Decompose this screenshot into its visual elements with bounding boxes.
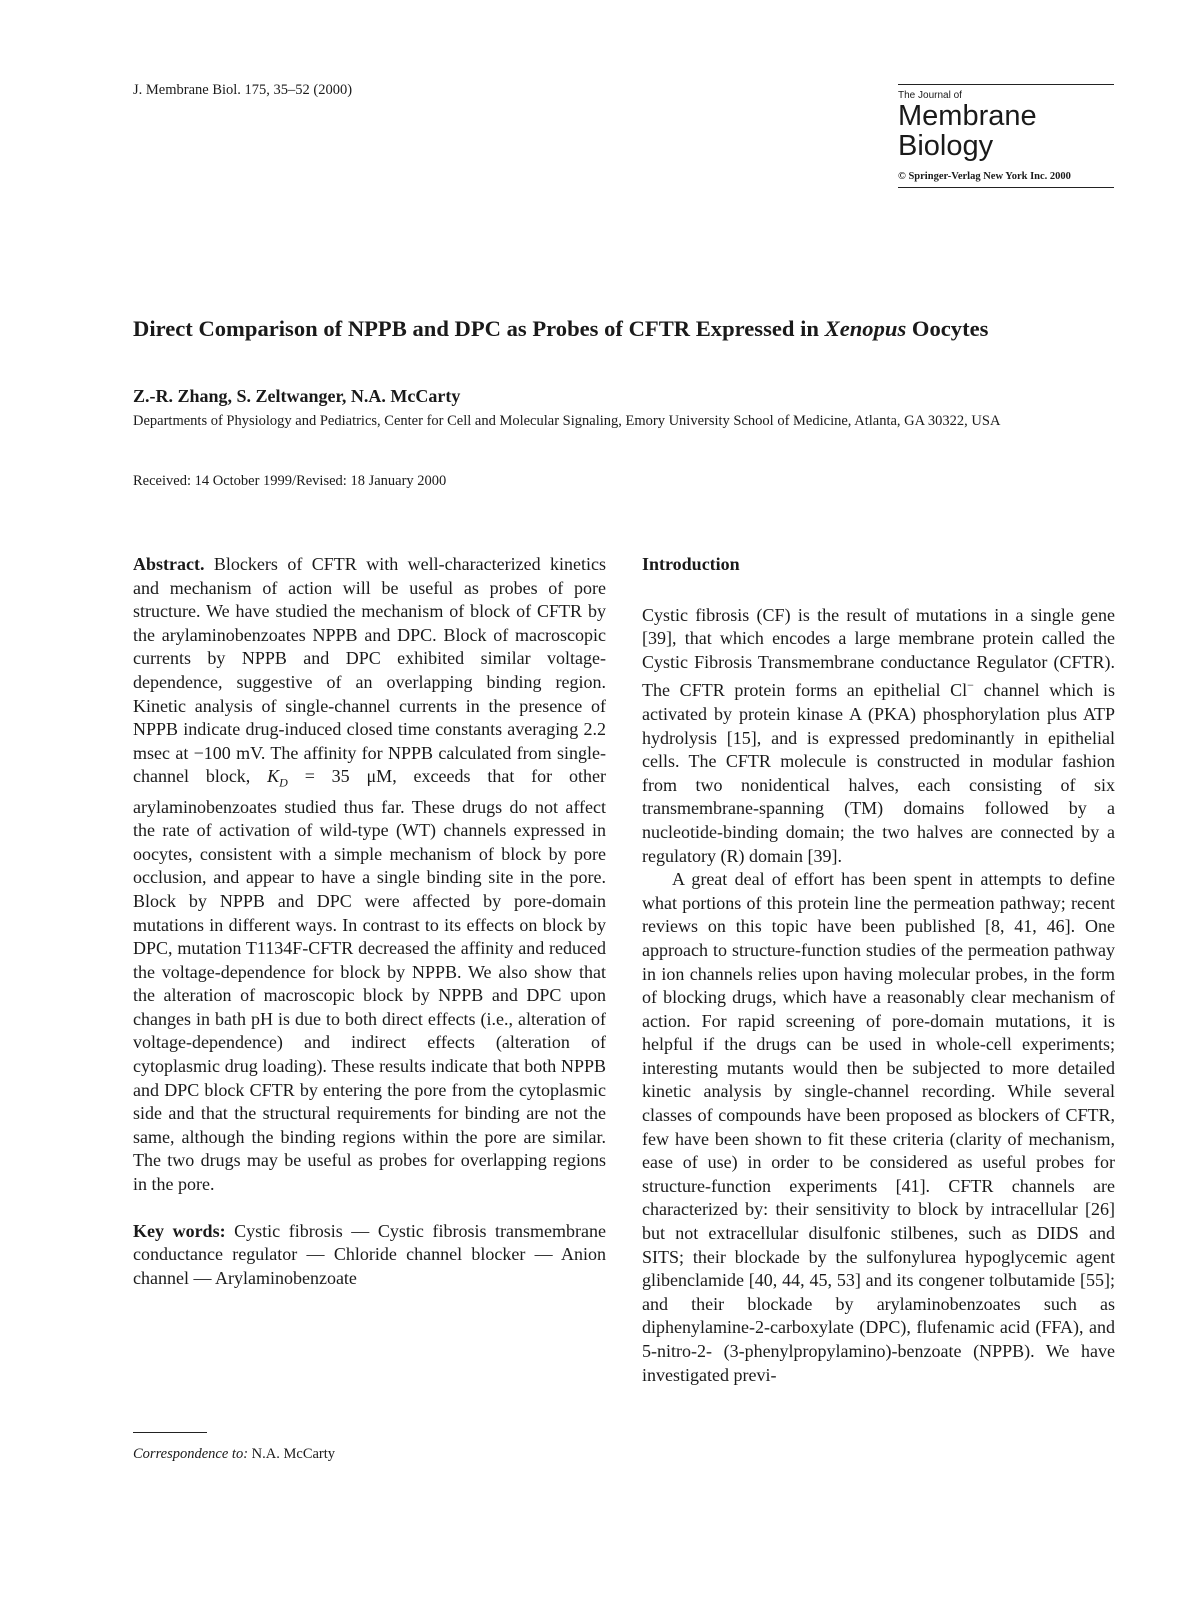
abstract-text-part2: , exceeds that for other arylaminobenzoates studied thus far. These drugs do not affect the rate of activation of wild-type (WT) channels expressed in oocytes, consistent with a simple mechanism of block by pore occlusion, and appear to have a single binding site in the pore. Block by NPPB and DPC were affected by pore-domain mutations in different ways. In contrast to its effects on block by DPC, mutation T1134F-CFTR decreased the affinity and reduced the voltage-dependence for block by NPPB. We also show that the alteration of macroscopic block by NPPB and DPC upon changes in bath pH is due to both direct effects (i.e., alteration of voltage-dependence) and indirect effects (alteration of cytoplasmic drug loading). These results indicate that both NPPB and DPC block CFTR by entering the pore from the cytoplasmic side and that the structural requirements for binding are not the same, although the binding regions within the pore are similar. The two drugs may be useful as probes for overlapping regions in the pore. xyxy=(133,766,606,1195)
title-text-after: Oocytes xyxy=(906,316,989,341)
correspondence-footnote xyxy=(133,1446,335,1463)
logo-copyright: © Springer-Verlag New York Inc. 2000 xyxy=(898,171,1071,182)
abstract-text-part1: Blockers of CFTR with well-characterized kinetics and mechanism of action will be useful as probes of pore structure. We have studied the mechanism of block of CFTR by the arylaminobenzoates NPPB and DPC. Block of macroscopic currents by NPPB and DPC exhibited similar voltage-dependence, suggestive of an overlapping binding region. Kinetic analysis of single-channel currents in the presence of NPPB indicate drug-induced closed time constants averaging 2.2 msec at −100 mV. The affinity for NPPB calculated from single-channel block, xyxy=(133,554,606,787)
author-list: Z.-R. Zhang, S. Zeltwanger, N.A. McCarty xyxy=(133,386,461,406)
paper-title xyxy=(133,316,1113,342)
logo-bottom-rule xyxy=(898,187,1114,188)
intro-paragraph-2: A great deal of effort has been spent in attempts to define what portions of this protein line the permeation pathway; recent reviews on this topic have been published [8, 41, 46]. One approach to structure-function studies of the permeation pathway in ion channels relies upon having molecular probes, in the form of blocking drugs, which have a reasonably clear mechanism of action. For rapid screening of pore-domain mutations, it is helpful if the drugs can be used in whole-cell experiments; interesting mutants would then be subjected to more detailed kinetic analysis by single-channel recording. While several classes of compounds have been proposed as blockers of CFTR, few have been shown to fit these criteria (clarity of mechanism, ease of use) in order to be considered as useful probes for structure-function experiments [41]. CFTR channels are characterized by: their sensitivity to block by intracellular [26] but not extracellular disulfonic stilbenes, such as DIDS and SITS; their blockade by the sulfonylurea hypoglycemic agent glibenclamide [40, 44, 45, 53] and its congener tolbutamide [55]; and their blockade by arylaminobenzoates such as diphenylamine-2-carboxylate (DPC), flufenamic acid (FFA), and 5-nitro-2- (3-phenylpropylamino)-benzoate (NPPB). We have investigated previ- xyxy=(642,869,1115,1385)
logo-title-line2: Biology xyxy=(898,130,994,162)
affiliation: Departments of Physiology and Pediatrics, Center for Cell and Molecular Signaling, Emory University School of Medicine, Atlanta, GA 30322, USA xyxy=(133,413,1001,429)
title-text-italic: Xenopus xyxy=(824,316,907,341)
logo-title-line1: Membrane xyxy=(898,100,1037,132)
logo-small-text: The Journal of xyxy=(898,90,962,101)
footnote-text: N.A. McCarty xyxy=(248,1446,336,1462)
keywords-text: Cystic fibrosis — Cystic fibrosis transmembrane conductance regulator — Chloride channel blocker — Anion channel — Arylaminobenzoate xyxy=(133,1220,606,1288)
intro-p1-text-b: channel which is activated by protein kinase A (PKA) phosphorylation plus ATP hydrolysis [15], and is expressed predominantly in epithelial cells. The CFTR molecule is constructed in modular fashion from two nonidentical halves, each consisting of six transmembrane-spanning (TM) domains followed by a nucleotide-binding domain; the two halves are connected by a regulatory (R) domain [39]. xyxy=(642,680,1116,866)
received-dates: Received: 14 October 1999/Revised: 18 January 2000 xyxy=(133,473,447,489)
abstract-lead: Abstract. xyxy=(133,554,205,574)
keywords-lead: Key words: xyxy=(133,1220,226,1241)
left-column xyxy=(133,553,606,1290)
title-text-before: Direct Comparison of NPPB and DPC as Probes of CFTR Expressed in xyxy=(133,316,825,341)
chloride-superscript: − xyxy=(967,678,974,693)
footnote-rule xyxy=(133,1432,207,1433)
right-column xyxy=(642,553,1115,1387)
intro-p1-text-a: Cystic fibrosis (CF) is the result of mutations in a single gene [39], that which encodes a large membrane protein called the Cystic Fibrosis Transmembrane conductance Regulator (CFTR). The CFTR protein forms an epithelial Cl xyxy=(642,604,1115,701)
introduction-heading: Introduction xyxy=(642,554,740,574)
abstract-paragraph xyxy=(133,553,606,1197)
logo-top-rule xyxy=(898,84,1114,85)
kd-subscript: D xyxy=(279,775,288,790)
kd-symbol: K xyxy=(267,766,280,787)
keywords-paragraph xyxy=(133,1220,606,1291)
journal-citation: J. Membrane Biol. 175, 35–52 (2000) xyxy=(133,82,353,98)
intro-paragraph-1 xyxy=(642,604,1115,869)
journal-logo xyxy=(898,84,1114,188)
kd-value: = 35 μM xyxy=(287,766,393,787)
footnote-lead: Correspondence to: xyxy=(133,1446,249,1462)
